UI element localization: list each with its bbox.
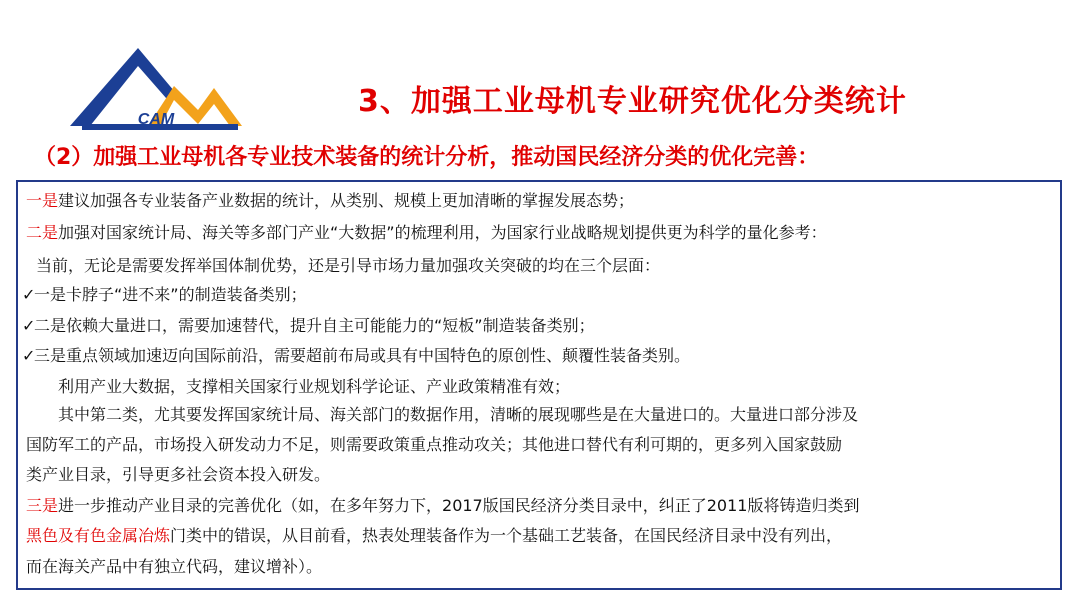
page-title: 3、加强工业母机专业研究优化分类统计 xyxy=(358,84,907,119)
item-1-label: 一是 xyxy=(26,191,59,210)
item-3-line-3: 而在海关产品中有独立代码，建议增补）。 xyxy=(26,557,323,576)
item-3-text-2: 门类中的错误，从目前看，热表处理装备作为一个基础工艺装备，在国民经济目录中没有列出， xyxy=(170,526,843,545)
check-icon: ✓ xyxy=(22,316,36,335)
bullet-3-text: 三是重点领域加速迈向国际前沿，需要超前布局或具有中国特色的原创性、颠覆性装备类别。 xyxy=(34,346,691,365)
item-3-text-1: 进一步推动产业目录的完善优化（如，在多年努力下，2017版国民经济分类目录中，纠正了2011版将铸造归类到 xyxy=(58,496,860,515)
paragraph-2-line-2: 国防军工的产品，市场投入研发动力不足，则需要政策重点推动攻关；其他进口替代有利可期的，更多列入国家鼓励 xyxy=(26,435,843,454)
logo-text: CAM xyxy=(137,111,175,128)
bullet-2-text: 二是依赖大量进口，需要加速替代，提升自主可能能力的“短板”制造装备类别； xyxy=(34,316,595,335)
check-icon: ✓ xyxy=(22,346,36,365)
bullet-3 xyxy=(22,346,690,366)
page-subtitle: （2）加强工业母机各专业技术装备的统计分析，推动国民经济分类的优化完善： xyxy=(34,145,820,170)
item-1-text: 建议加强各专业装备产业数据的统计，从类别、规模上更加清晰的掌握发展态势； xyxy=(58,191,635,210)
item-3-line-1 xyxy=(26,496,859,516)
item-2 xyxy=(26,223,827,243)
bullet-1 xyxy=(22,285,307,305)
item-3-label: 三是 xyxy=(26,496,59,515)
intro-text: 当前，无论是需要发挥举国体制优势，还是引导市场力量加强攻关突破的均在三个层面： xyxy=(36,256,661,275)
item-2-label: 二是 xyxy=(26,223,59,242)
paragraph-2-line-1: 其中第二类，尤其要发挥国家统计局、海关部门的数据作用，清晰的展现哪些是在大量进口的。大量进口部分涉及 xyxy=(58,405,859,424)
cam-logo xyxy=(70,44,242,134)
bullet-1-text: 一是卡脖子“进不来”的制造装备类别； xyxy=(34,285,307,304)
check-icon: ✓ xyxy=(22,285,36,304)
bullet-2 xyxy=(22,316,595,336)
paragraph-2-line-3: 类产业目录，引导更多社会资本投入研发。 xyxy=(26,465,331,484)
paragraph-1: 利用产业大数据，支撑相关国家行业规划科学论证、产业政策精准有效； xyxy=(58,377,571,396)
item-3-highlight: 黑色及有色金属冶炼 xyxy=(26,526,171,545)
item-2-text: 加强对国家统计局、海关等多部门产业“大数据”的梳理利用，为国家行业战略规划提供更为科学的量化参考： xyxy=(58,223,827,242)
item-1 xyxy=(26,191,634,211)
item-3-line-2 xyxy=(26,526,842,546)
